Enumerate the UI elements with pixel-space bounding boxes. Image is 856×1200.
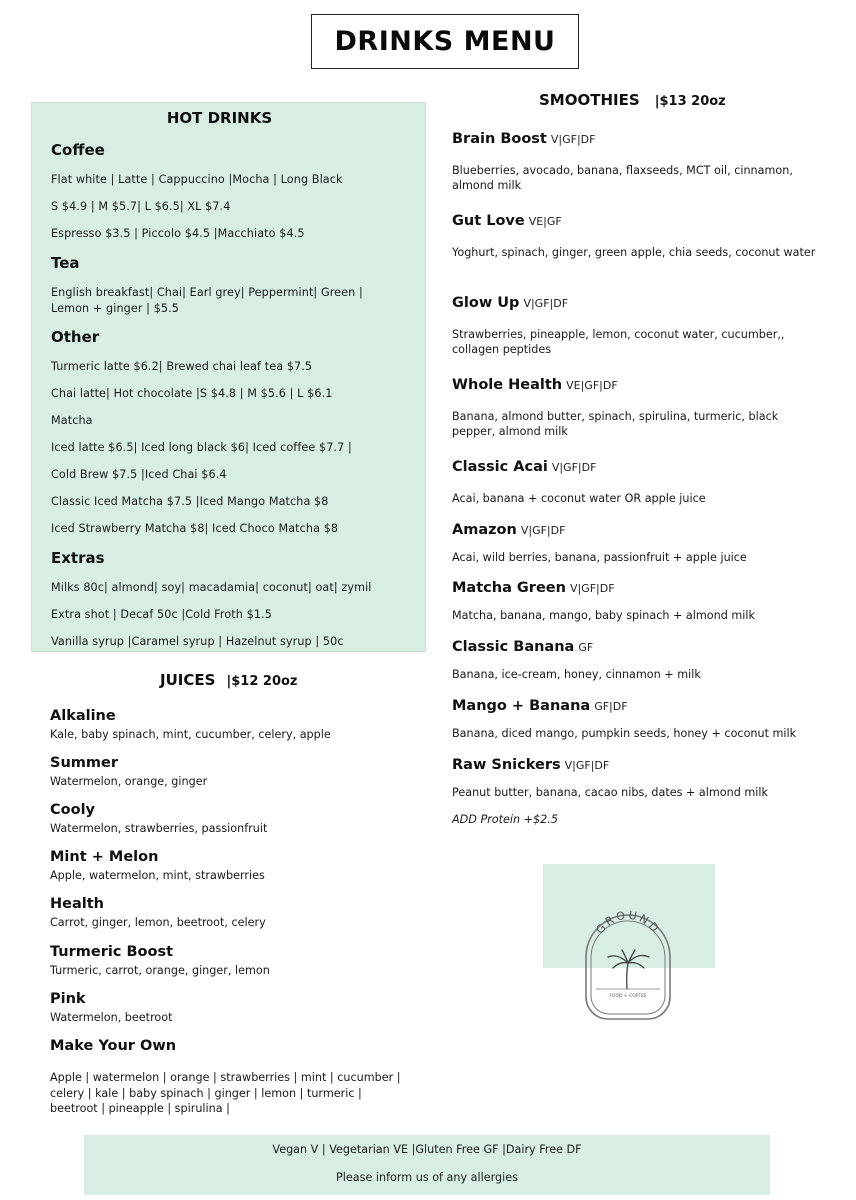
juice-name: Pink	[50, 991, 86, 1007]
smoothie-desc: Yoghurt, spinach, ginger, green apple, chia seeds, coconut water	[452, 246, 816, 259]
juice-name: Summer	[50, 755, 118, 771]
smoothie-name: Mango + Banana	[452, 698, 591, 714]
juices-header	[160, 670, 298, 689]
smoothie-desc: Banana, ice-cream, honey, cinnamon + milk	[452, 668, 701, 681]
smoothie-name: Whole Health	[452, 377, 563, 393]
ground-logo	[580, 905, 676, 1023]
footer-panel	[84, 1135, 770, 1195]
other-line: Classic Iced Matcha $7.5 |Iced Mango Matcha $8	[51, 495, 329, 508]
smoothie-name: Raw Snickers	[452, 757, 561, 773]
smoothie-title-row	[452, 519, 565, 538]
smoothie-desc: Strawberries, pineapple, lemon, coconut water, cucumber,, collagen peptides	[452, 328, 785, 356]
coffee-line-types: Flat white | Latte | Cappuccino |Mocha | Long Black	[51, 173, 343, 186]
smoothie-title-row	[452, 636, 593, 655]
smoothie-title-row	[452, 292, 568, 311]
smoothie-name: Matcha Green	[452, 580, 566, 596]
allergy-note: Please inform us of any allergies	[336, 1171, 518, 1184]
other-line: Chai latte| Hot chocolate |S $4.8 | M $5.6 | L $6.1	[51, 387, 333, 400]
coffee-line-sizes: S $4.9 | M $5.7| L $6.5| XL $7.4	[51, 200, 231, 213]
tea-line: English breakfast| Chai| Earl grey| Peppermint| Green | Lemon + ginger | $5.5	[51, 286, 363, 315]
hot-drinks-title: HOT DRINKS	[166, 109, 273, 127]
smoothie-title-row	[452, 210, 562, 229]
juice-desc: Turmeric, carrot, orange, ginger, lemon	[50, 964, 270, 977]
smoothie-tags: GF|DF	[594, 700, 628, 713]
smoothie-name: Glow Up	[452, 295, 520, 311]
smoothie-desc: Banana, diced mango, pumpkin seeds, honey + coconut milk	[452, 727, 797, 740]
smoothie-tags: V|GF|DF	[564, 759, 610, 772]
smoothie-tags: VE|GF|DF	[566, 379, 618, 392]
coffee-line-espresso: Espresso $3.5 | Piccolo $4.5 |Macchiato $4.5	[51, 227, 305, 240]
other-line: Turmeric latte $6.2| Brewed chai leaf tea $7.5	[51, 360, 313, 373]
logo-name: GROUND	[593, 908, 663, 937]
juice-name: Cooly	[50, 802, 95, 818]
extras-line: Milks 80c| almond| soy| macadamia| coconut| oat| zymil	[51, 581, 372, 594]
smoothie-desc: Acai, wild berries, banana, passionfruit + apple juice	[452, 551, 747, 564]
smoothie-tags: V|GF|DF	[551, 461, 597, 474]
juice-name: Turmeric Boost	[50, 944, 174, 960]
other-line: Matcha	[51, 414, 93, 427]
other-line: Cold Brew $7.5 |Iced Chai $6.4	[51, 468, 227, 481]
logo-tagline: FOOD + COFFEE	[609, 994, 647, 999]
palm-tree-icon	[608, 950, 649, 989]
juice-desc: Watermelon, orange, ginger	[50, 775, 208, 788]
smoothie-title-row	[452, 695, 628, 714]
smoothie-name: Gut Love	[452, 213, 525, 229]
smoothie-title-row	[452, 128, 595, 147]
smoothie-desc: Banana, almond butter, spinach, spirulina, turmeric, black pepper, almond milk	[452, 410, 779, 438]
menu-title: DRINKS MENU	[334, 26, 556, 57]
smoothie-name: Brain Boost	[452, 131, 547, 147]
juices-title: JUICES	[160, 671, 216, 689]
smoothie-desc: Matcha, banana, mango, baby spinach + almond milk	[452, 609, 755, 622]
juice-desc: Kale, baby spinach, mint, cucumber, celery, apple	[50, 728, 331, 741]
smoothies-price: |$13 20oz	[654, 94, 726, 109]
other-line: Iced latte $6.5| Iced long black $6| Iced coffee $7.7 |	[51, 441, 352, 454]
extras-heading: Extras	[51, 549, 105, 567]
smoothie-desc: Peanut butter, banana, cacao nibs, dates + almond milk	[452, 786, 768, 799]
smoothie-tags: V|GF|DF	[550, 133, 596, 146]
smoothie-name: Classic Banana	[452, 639, 575, 655]
smoothie-title-row	[452, 754, 609, 773]
coffee-heading: Coffee	[51, 141, 105, 159]
tea-heading: Tea	[51, 254, 80, 272]
extras-line: Extra shot | Decaf 50c |Cold Froth $1.5	[51, 608, 272, 621]
juice-desc: Apple, watermelon, mint, strawberries	[50, 869, 265, 882]
juice-desc: Watermelon, strawberries, passionfruit	[50, 822, 268, 835]
hot-drinks-panel	[31, 102, 426, 652]
smoothie-title-row	[452, 577, 615, 596]
smoothie-desc: Blueberries, avocado, banana, flaxseeds, MCT oil, cinnamon, almond milk	[452, 164, 793, 192]
juice-name: Mint + Melon	[50, 849, 159, 865]
smoothie-tags: VE|GF	[528, 215, 562, 228]
add-protein: ADD Protein +$2.5	[452, 813, 558, 826]
smoothie-title-row	[452, 456, 596, 475]
juice-name: Health	[50, 896, 104, 912]
smoothie-name: Classic Acai	[452, 459, 548, 475]
juice-name: Alkaline	[50, 708, 116, 724]
other-line: Iced Strawberry Matcha $8| Iced Choco Matcha $8	[51, 522, 339, 535]
smoothie-tags: V|GF|DF	[569, 582, 615, 595]
smoothie-name: Amazon	[452, 522, 517, 538]
extras-line: Vanilla syrup |Caramel syrup | Hazelnut syrup | 50c	[51, 635, 344, 648]
smoothie-title-row	[452, 374, 618, 393]
smoothies-title: SMOOTHIES	[539, 91, 640, 109]
smoothie-desc: Acai, banana + coconut water OR apple juice	[452, 492, 706, 505]
other-heading: Other	[51, 328, 100, 346]
smoothie-tags: V|GF|DF	[520, 524, 566, 537]
dietary-legend: Vegan V | Vegetarian VE |Gluten Free GF |Dairy Free DF	[272, 1143, 582, 1156]
juices-price: |$12 20oz	[226, 674, 298, 689]
juice-desc: Carrot, ginger, lemon, beetroot, celery	[50, 916, 266, 929]
smoothie-tags: GF	[578, 641, 594, 654]
smoothie-tags: V|GF|DF	[523, 297, 569, 310]
make-your-own-desc: Apple | watermelon | orange | strawberries | mint | cucumber | celery | kale | baby spinach | ginger | lemon | turmeric | beetroot | pineapple | spirulina |	[50, 1071, 401, 1115]
menu-title-box	[311, 14, 579, 69]
smoothies-header	[539, 90, 726, 109]
juice-desc: Watermelon, beetroot	[50, 1011, 173, 1024]
make-your-own-name: Make Your Own	[50, 1038, 177, 1054]
